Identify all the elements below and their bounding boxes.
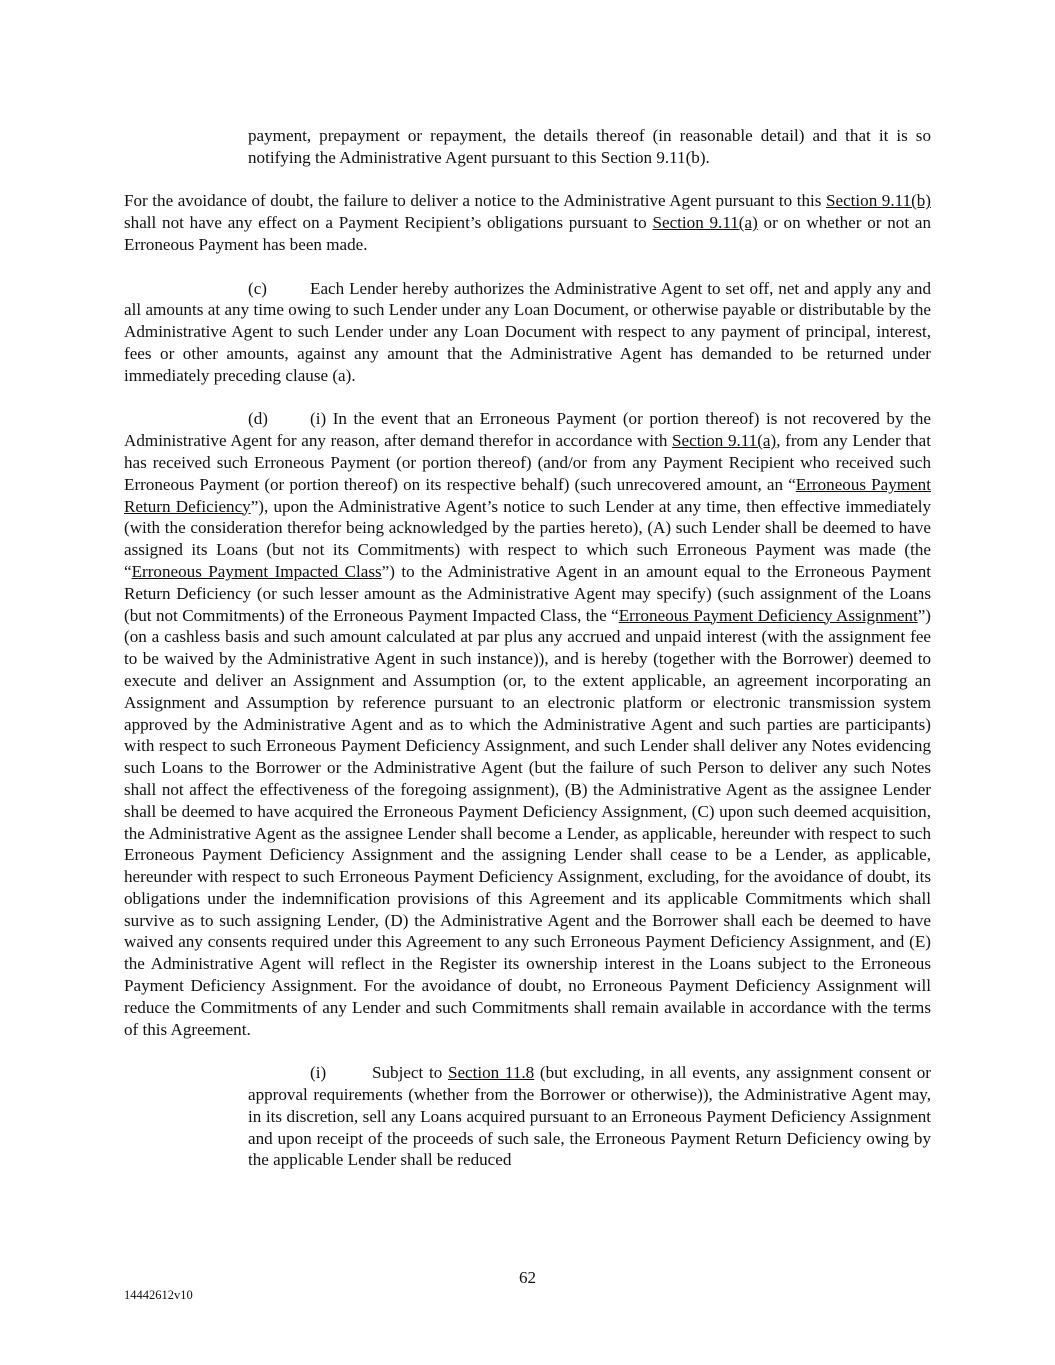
defined-term: Erroneous Payment Deficiency Assignment	[618, 605, 918, 625]
section-reference: Section 9.11(b)	[825, 191, 931, 211]
section-reference: Section 9.11(a)	[672, 431, 777, 451]
paragraph-clause-d: (d) (i) In the event that an Erroneous Payment (or portion thereof) is not recovered by the Administrative Agent for any reason, after demand therefor in accordance with Section 9.11(a), from any Lender that has received such Erroneous Payment (or portion thereof) (and/or from any Payment Recipient who received such Erroneous Payment (or portion thereof) on its respective behalf) (such unrecovered amount, an “Erroneous Payment Return Deficiency”), upon the Administrative Agent’s notice to such Lender at any time, then effective immediately (with the consideration therefor being acknowledged by the parties hereto), (A) such Lender shall be deemed to have assigned its Loans (but not its Commitments) with respect to which such Erroneous Payment was made (the “Erroneous Payment Impacted Class”) to the Administrative Agent in an amount equal to the Erroneous Payment Return Deficiency (or such lesser amount as the Administrative Agent may specify) (such assignment of the Loans (but not Commitments) of the Erroneous Payment Impacted Class, the “Erroneous Payment Deficiency Assignment”) (on a cashless basis and such amount calculated at par plus any accrued and unpaid interest (with the assignment fee to be waived by the Administrative Agent in such instance)), and is hereby (together with the Borrower) deemed to execute and deliver an Assignment and Assumption (or, to the extent applicable, an agreement incorporating an Assignment and Assumption by reference pursuant to an electronic platform or electronic transmission system approved by the Administrative Agent and as to which the Administrative Agent and such parties are participants) with respect to such Erroneous Payment Deficiency Assignment, and such Lender shall deliver any Notes evidencing such Loans to the Borrower or the Administrative Agent (but the failure of such Person to deliver any such Notes shall not affect the effectiveness of the foregoing assignment), (B) the Administrative Agent as the assignee Lender shall be deemed to have acquired the Erroneous Payment Deficiency Assignment, (C) upon such deemed acquisition, the Administrative Agent as the assignee Lender shall become a Lender, as applicable, hereunder with respect to such Erroneous Payment Deficiency Assignment and the assigning Lender shall cease to be a Lender, as applicable, hereunder with respect to such Erroneous Payment Deficiency Assignment, excluding, for the avoidance of doubt, its obligations under the indemnification provisions of this Agreement and its applicable Commitments which shall survive as to such assigning Lender, (D) the Administrative Agent and the Borrower shall each be deemed to have waived any consents required under this Agreement to any such Erroneous Payment Deficiency Assignment, and (E) the Administrative Agent will reflect in the Register its ownership interest in the Loans subject to the Erroneous Payment Deficiency Assignment. For the avoidance of doubt, no Erroneous Payment Deficiency Assignment will reduce the Commitments of any Lender and such Commitments shall remain available in accordance with the terms of this Agreement.	[124, 409, 931, 1039]
defined-term: Erroneous Payment Impacted Class	[131, 561, 382, 581]
document-body	[124, 125, 931, 1193]
paragraph-clause-c: (c) Each Lender hereby authorizes the Administrative Agent to set off, net and apply any and all amounts at any time owing to such Lender under any Loan Document, or otherwise payable or distributable by the Administrative Agent to such Lender under any Loan Document with respect to any payment of principal, interest, fees or other amounts, against any amount that the Administrative Agent has demanded to be returned under immediately preceding clause (a).	[124, 278, 931, 385]
clause-label: (i)	[310, 1063, 327, 1083]
paragraph-avoidance-of-doubt: For the avoidance of doubt, the failure to deliver a notice to the Administrative Agent pursuant to this Section 9.11(b) shall not have any effect on a Payment Recipient’s obligations pursuant to Section 9.11(a) or on whether or not an Erroneous Payment has been made.	[124, 191, 931, 254]
section-reference: Section 11.8	[447, 1063, 535, 1083]
clause-label: (d)	[248, 409, 268, 429]
page-number: 62	[518, 1268, 537, 1287]
document-id: 14442612v10	[124, 1288, 193, 1302]
defined-term: Erroneous Payment Return Deficiency	[124, 474, 931, 516]
paragraph-continuation: payment, prepayment or repayment, the details thereof (in reasonable detail) and that it is so notifying the Administrative Agent pursuant to this Section 9.11(b).	[248, 126, 931, 167]
paragraph-subclause-i: (i) Subject to Section 11.8 (but excluding, in all events, any assignment consent or approval requirements (whether from the Borrower or otherwise)), the Administrative Agent may, in its discretion, sell any Loans acquired pursuant to an Erroneous Payment Deficiency Assignment and upon receipt of the proceeds of such sale, the Erroneous Payment Return Deficiency owing by the applicable Lender shall be reduced	[248, 1063, 931, 1170]
clause-label: (c)	[248, 278, 267, 298]
section-reference: Section 9.11(a)	[652, 213, 758, 233]
